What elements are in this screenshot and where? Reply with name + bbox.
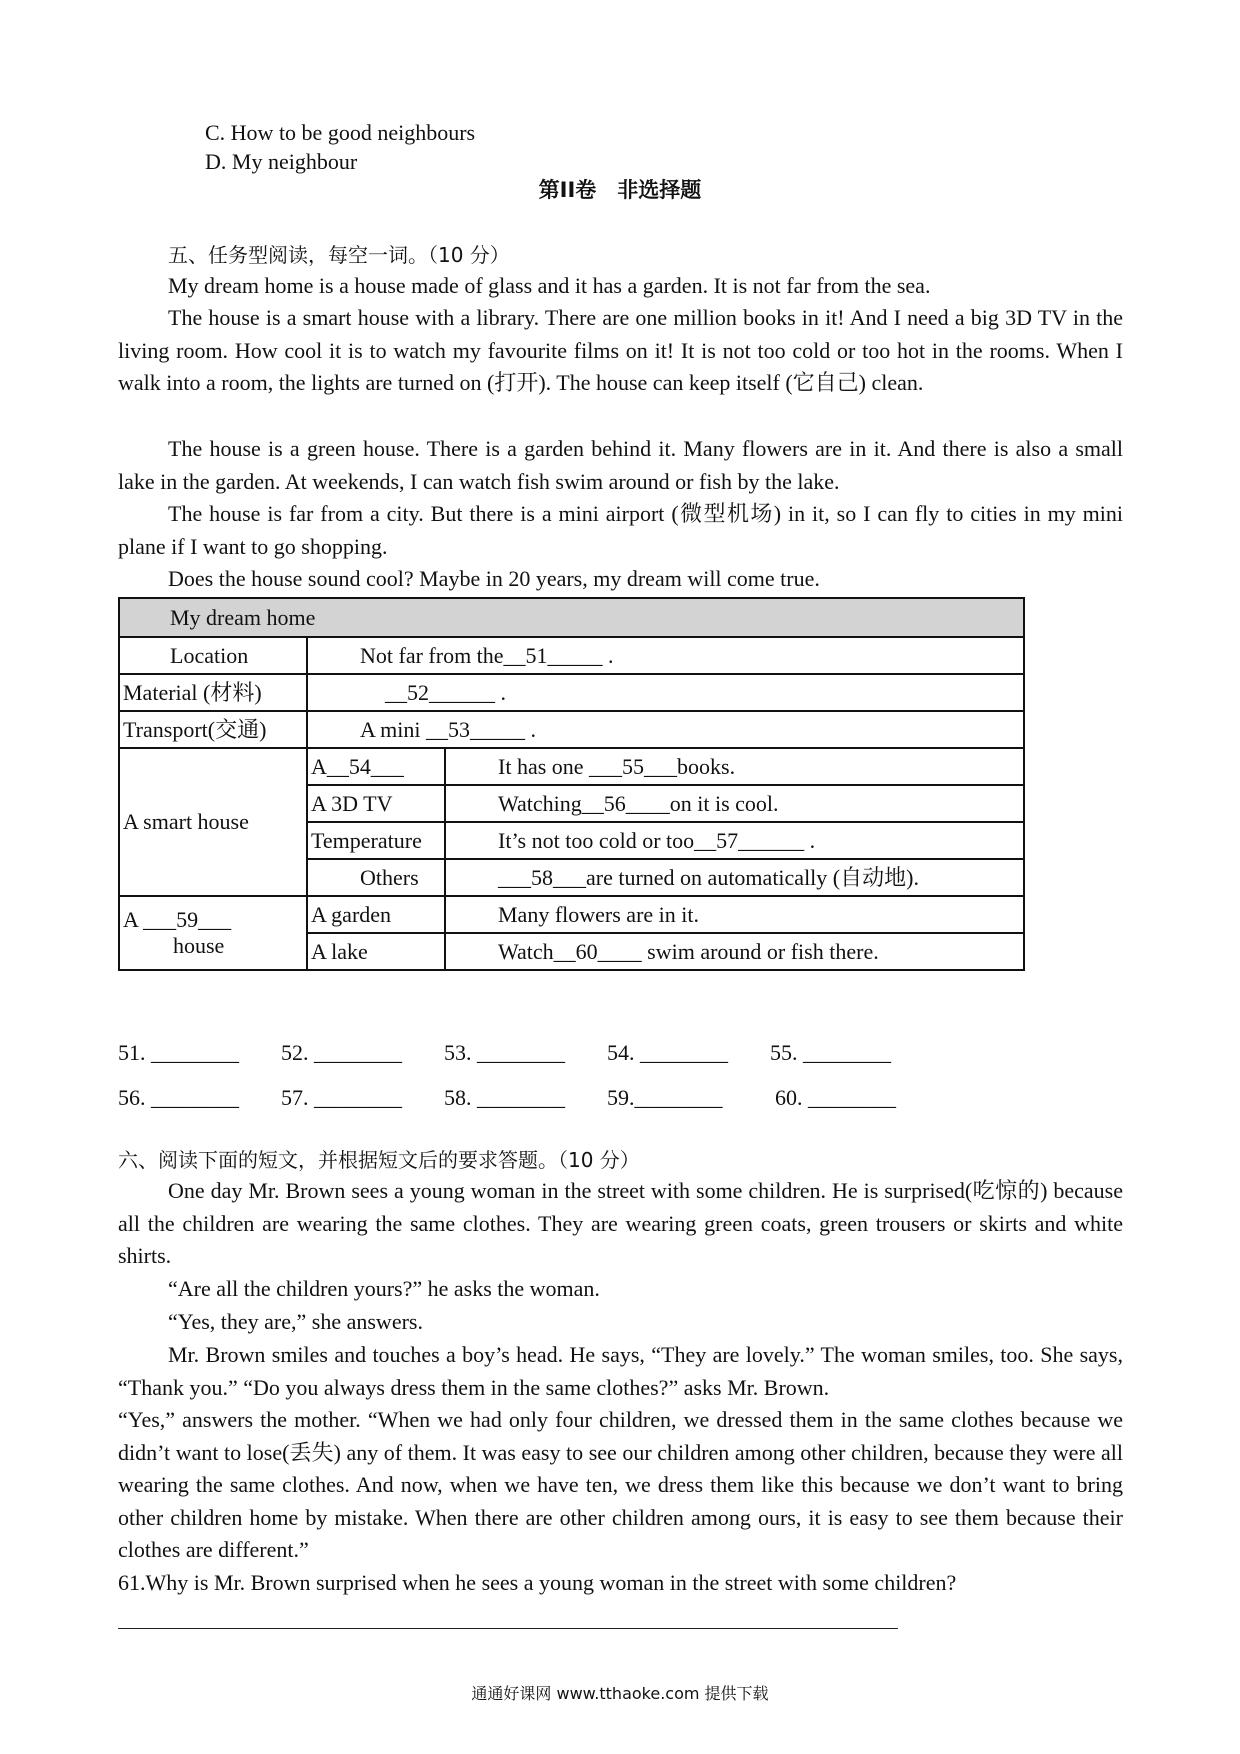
section6-paragraph-1: One day Mr. Brown sees a young woman in the street with some children. He is surprised(吃惊的) because all the children are wearing the same clothes. They are wearing green coats, green trousers or skirts and white shirts. (118, 1178, 1123, 1269)
section5-paragraph-5: Does the house sound cool? Maybe in 20 years, my dream will come true. (168, 566, 820, 591)
green-detail: Watch__60____ swim around or fish there. (445, 933, 1024, 970)
smart-house-label: A smart house (119, 748, 307, 896)
smart-item: A__54___ (307, 748, 445, 785)
answer-blank-53[interactable]: 53. ________ (444, 1040, 565, 1065)
green-detail: Many flowers are in it. (445, 896, 1024, 933)
answer-blank-51[interactable]: 51. ________ (118, 1040, 239, 1065)
section5-paragraph-2: The house is a smart house with a library. There are one million books in it! And I need a big 3D TV in the living room. How cool it is to watch my favourite films on it! It is not too cold or too hot in the rooms. When I walk into a room, the lights are turned on (打开). The house can keep itself (它自己) clean. (118, 305, 1123, 396)
green-item: A lake (307, 933, 445, 970)
answer-blank-54[interactable]: 54. ________ (607, 1040, 728, 1065)
table-header: My dream home (119, 598, 1024, 637)
material-label: Material (材料) (119, 674, 307, 711)
section5-paragraph-3: The house is a green house. There is a garden behind it. Many flowers are in it. And there is also a small lake in the garden. At weekends, I can watch fish swim around or fish by the lake. (118, 436, 1123, 494)
section6-paragraph-5: “Yes,” answers the mother. “When we had only four children, we dressed them in the same clothes because we didn’t want to lose(丢失) any of them. It was easy to see our children among other children, because they were all wearing the same clothes. And now, when we have ten, we dress them like this because we don’t want to bring other children home by mistake. When there are other children among ours, it is easy to see them because their clothes are different.” (118, 1407, 1123, 1563)
question-61: 61.Why is Mr. Brown surprised when he sees a young woman in the street with some children? (118, 1570, 957, 1595)
smart-detail: Watching__56____on it is cool. (445, 785, 1024, 822)
smart-detail: It’s not too cold or too__57______ . (445, 822, 1024, 859)
green-house-label-line2: house (173, 933, 225, 958)
section6-paragraph-2: “Are all the children yours?” he asks the woman. (168, 1276, 600, 1301)
transport-label: Transport(交通) (119, 711, 307, 748)
answer-blank-59[interactable]: 59.________ (607, 1085, 723, 1110)
section5-paragraph-4: The house is far from a city. But there is a mini airport (微型机场) in it, so I can fly to cities in my mini plane if I want to go shopping. (118, 501, 1123, 559)
answer-blank-60[interactable]: 60. ________ (775, 1085, 896, 1110)
section5-heading: 五、任务型阅读，每空一词。（10 分） (168, 243, 510, 267)
answer-blank-56[interactable]: 56. ________ (118, 1085, 239, 1110)
section6-heading: 六、阅读下面的短文，并根据短文后的要求答题。（10 分） (118, 1148, 640, 1172)
green-house-label-line1: A ___59___ (123, 907, 232, 932)
location-value: Not far from the__51_____ . (307, 637, 1024, 674)
transport-value: A mini __53_____ . (307, 711, 1024, 748)
option-c: C. How to be good neighbours (205, 120, 476, 145)
answer-blank-58[interactable]: 58. ________ (444, 1085, 565, 1110)
location-label: Location (119, 637, 307, 674)
green-house-label (119, 896, 307, 970)
section5-paragraph-1: My dream home is a house made of glass and it has a garden. It is not far from the sea. (168, 273, 931, 298)
smart-item: A 3D TV (307, 785, 445, 822)
answer-blank-57[interactable]: 57. ________ (281, 1085, 402, 1110)
option-d: D. My neighbour (205, 149, 358, 174)
answer-line-61[interactable] (118, 1628, 898, 1629)
answer-blank-55[interactable]: 55. ________ (770, 1040, 891, 1065)
dream-home-table (118, 597, 1025, 971)
section6-paragraph-4: Mr. Brown smiles and touches a boy’s head. He says, “They are lovely.” The woman smiles, too. She says, “Thank you.” “Do you always dress them in the same clothes?” asks Mr. Brown. (118, 1342, 1123, 1400)
section6-paragraph-3: “Yes, they are,” she answers. (168, 1309, 423, 1334)
smart-item: Temperature (307, 822, 445, 859)
answer-blank-52[interactable]: 52. ________ (281, 1040, 402, 1065)
smart-detail: ___58___are turned on automatically (自动地). (445, 859, 1024, 896)
smart-item: Others (307, 859, 445, 896)
part2-title: 第II卷 非选择题 (538, 178, 702, 202)
smart-detail: It has one ___55___books. (445, 748, 1024, 785)
green-item: A garden (307, 896, 445, 933)
page-footer: 通通好课网 www.tthaoke.com 提供下载 (471, 1684, 769, 1703)
material-value: __52______ . (307, 674, 1024, 711)
